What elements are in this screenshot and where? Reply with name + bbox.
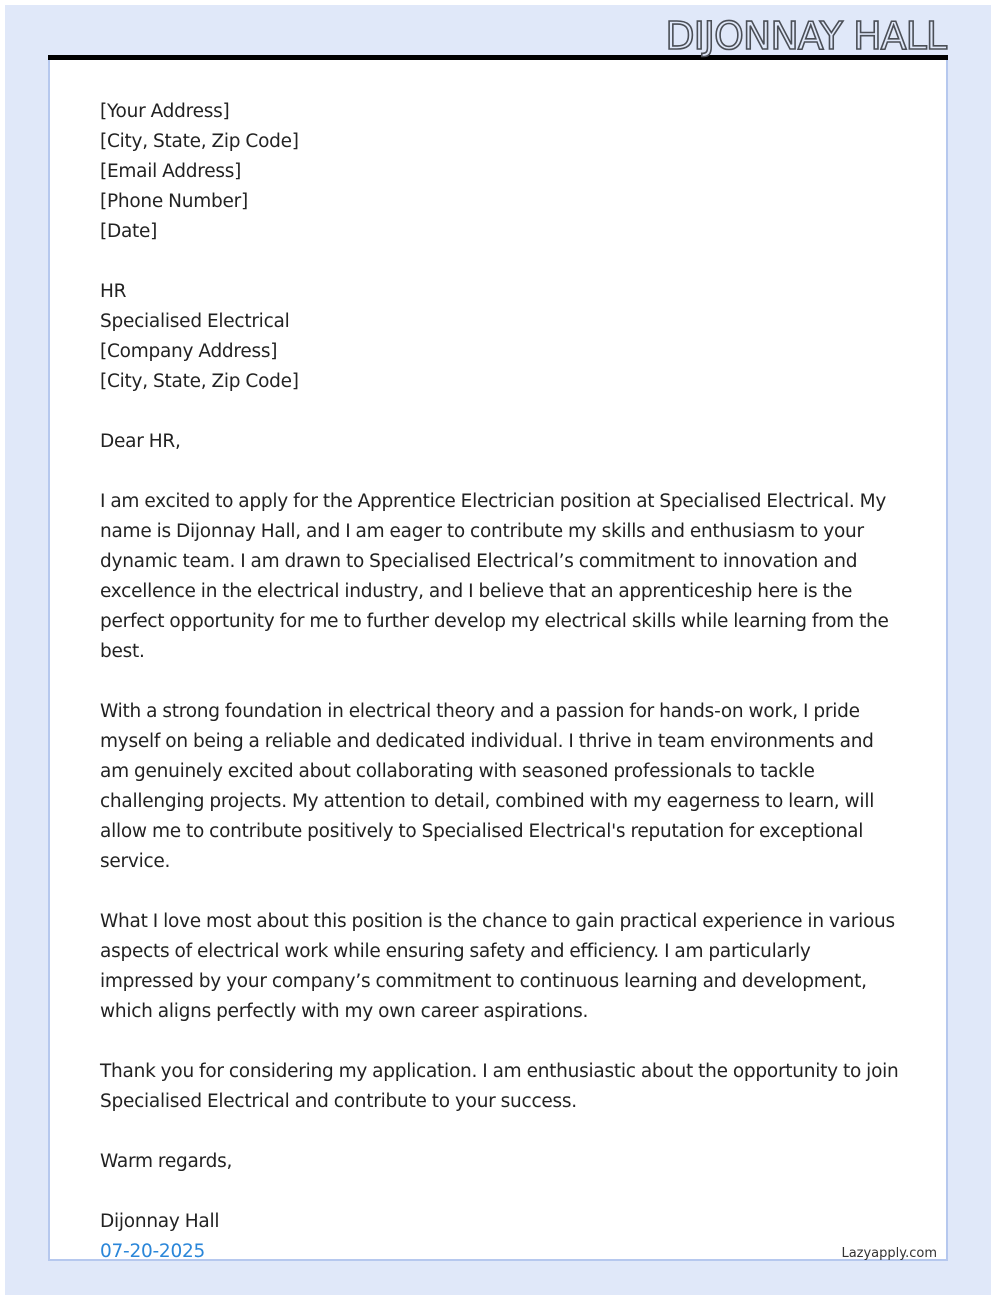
sender-phone: [Phone Number] (100, 191, 248, 212)
sender-date: [Date] (100, 221, 158, 242)
sender-block (100, 97, 900, 247)
recipient-name: HR (100, 281, 127, 302)
body-paragraph-4: Thank you for considering my application. I am enthusiastic about the opportunity to join Specialised Electrical and contribute to your success. (100, 1061, 899, 1112)
sender-email: [Email Address] (100, 161, 242, 182)
applicant-name-header: DIJONNAY HALL (665, 14, 946, 58)
watermark-text: Lazyapply.com (841, 1246, 937, 1261)
salutation: Dear HR, (100, 431, 181, 452)
closing: Warm regards, (100, 1151, 233, 1172)
cover-letter (100, 97, 900, 1267)
signed-date: 07-20-2025 (100, 1241, 206, 1262)
recipient-city-state-zip: [City, State, Zip Code] (100, 371, 299, 392)
sender-city-state-zip: [City, State, Zip Code] (100, 131, 299, 152)
body-paragraph-1: I am excited to apply for the Apprentice Electrician position at Specialised Electrical. My name is Dijonnay Hall, and I am eager to contribute my skills and enthusiasm to your dynamic team. I am drawn to Specialised Electrical’s commitment to innovation and excellence in the electrical industry, and I believe that an apprenticeship here is the perfect opportunity for me to further develop my electrical skills while learning from the best. (100, 491, 889, 662)
recipient-address: [Company Address] (100, 341, 278, 362)
recipient-block (100, 277, 900, 397)
recipient-company: Specialised Electrical (100, 311, 290, 332)
signature-name: Dijonnay Hall (100, 1211, 220, 1232)
body-paragraph-3: What I love most about this position is the chance to gain practical experience in various aspects of electrical work while ensuring safety and efficiency. I am particularly impressed by your company’s commitment to continuous learning and development, which aligns perfectly with my own career aspirations. (100, 911, 895, 1022)
sender-address: [Your Address] (100, 101, 230, 122)
body-paragraph-2: With a strong foundation in electrical theory and a passion for hands-on work, I pride myself on being a reliable and dedicated individual. I thrive in team environments and am genuinely excited about collaborating with seasoned professionals to tackle challenging projects. My attention to detail, combined with my eagerness to learn, will allow me to contribute positively to Specialised Electrical's reputation for exceptional service. (100, 701, 875, 872)
